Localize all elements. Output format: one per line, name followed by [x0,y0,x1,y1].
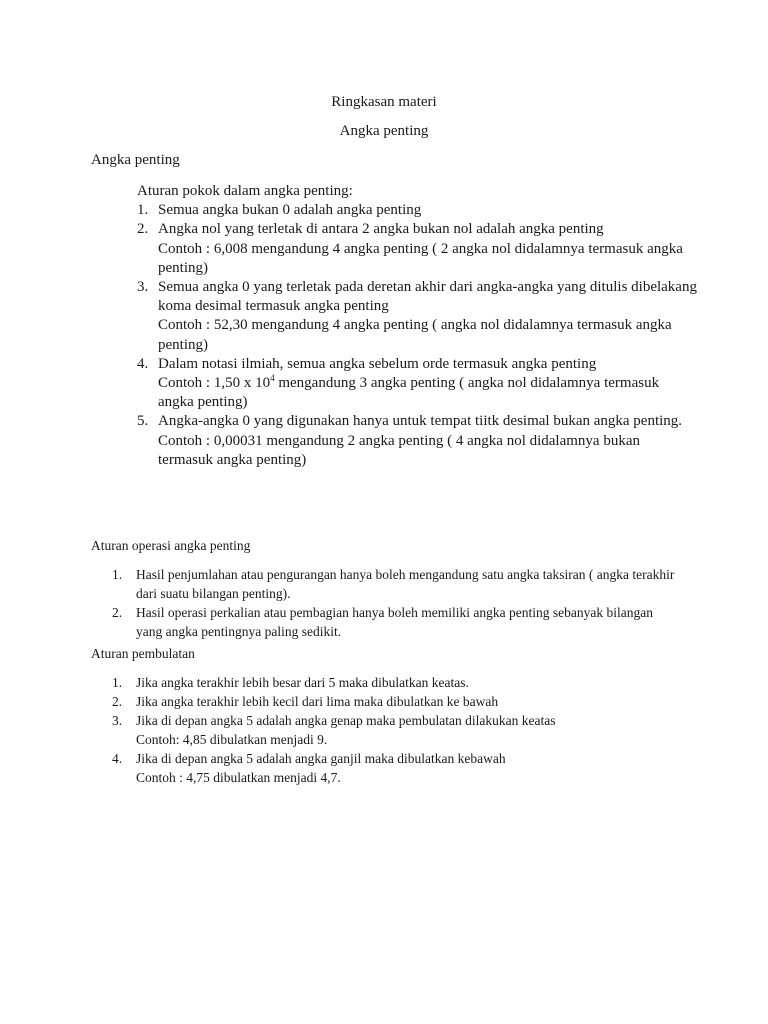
list-example: Contoh: 4,85 dibulatkan menjadi 9. [136,732,328,747]
example-suffix: mengandung 3 angka penting ( angka nol didalamnya termasuk angka penting) [158,375,660,411]
list-example: Contoh : 4,75 dibulatkan menjadi 4,7. [136,770,341,785]
list-text: Jika di depan angka 5 adalah angka genap maka pembulatan dilakukan keatas [136,713,556,728]
section-angka-penting [137,182,697,470]
section-heading-aturan-operasi: Aturan operasi angka penting [91,538,251,553]
list-text: Hasil operasi perkalian atau pembagian hanya boleh memiliki angka penting sebanyak bilangan yang angka pentingnya paling sedikit. [136,605,653,639]
list-example: Contoh : 52,30 mengandung 4 angka penting ( angka nol didalamnya termasuk angka penting) [158,317,672,353]
section-heading-aturan-pembulatan: Aturan pembulatan [91,646,195,661]
list-number: 2. [112,605,123,620]
example-prefix: Contoh : 1,50 x 10 [158,375,271,392]
list-text: Semua angka bukan 0 adalah angka penting [158,202,422,219]
list-example [158,375,659,410]
document-title: Ringkasan materi [331,94,437,110]
list-number: 3. [137,279,149,296]
list-number: 1. [112,567,123,582]
list-item [112,692,682,711]
rounding-list [112,673,682,787]
list-item [112,711,682,749]
list-text: Dalam notasi ilmiah, semua angka sebelum orde termasuk angka penting [158,355,597,372]
list-number: 4. [137,355,149,372]
list-item [112,603,682,641]
list-number: 3. [112,713,123,728]
list-item [112,673,682,692]
document-subtitle: Angka penting [339,123,429,139]
list-text: Jika angka terakhir lebih besar dari 5 maka dibulatkan keatas. [136,675,469,690]
list-number: 2. [137,221,149,238]
list-number: 1. [112,675,123,690]
list-number: 1. [137,202,149,219]
list-item [112,749,682,787]
operations-list [112,565,682,641]
list-text: Angka-angka 0 yang digunakan hanya untuk tempat tiitk desimal bukan angka penting. [158,413,683,430]
list-item [112,565,682,603]
list-text: Jika angka terakhir lebih kecil dari lima maka dibulatkan ke bawah [136,694,499,709]
list-item [137,220,697,278]
section-intro: Aturan pokok dalam angka penting: [137,183,353,199]
list-number: 4. [112,751,123,766]
list-text: Jika di depan angka 5 adalah angka ganjil maka dibulatkan kebawah [136,751,506,766]
rules-list [137,201,697,470]
list-number: 5. [137,413,149,430]
list-number: 2. [112,694,123,709]
list-example: Contoh : 6,008 mengandung 4 angka penting ( 2 angka nol didalamnya termasuk angka penting) [158,240,683,276]
list-text: Angka nol yang terletak di antara 2 angka bukan nol adalah angka penting [158,221,604,238]
section-aturan-pembulatan [112,673,682,787]
list-item [137,355,697,413]
section-aturan-operasi [112,565,682,641]
list-text: Semua angka 0 yang terletak pada deretan akhir dari angka-angka yang ditulis dibelakang koma desimal termasuk angka penting [158,279,697,315]
exponent: 4 [270,373,275,384]
list-item [137,278,697,355]
list-example: Contoh : 0,00031 mengandung 2 angka penting ( 4 angka nol didalamnya bukan termasuk angka penting) [158,432,640,468]
section-heading-angka-penting: Angka penting [91,152,180,168]
list-item [137,201,697,220]
list-text: Hasil penjumlahan atau pengurangan hanya boleh mengandung satu angka taksiran ( angka terakhir dari suatu bilangan penting). [136,567,675,601]
list-item [137,412,697,470]
